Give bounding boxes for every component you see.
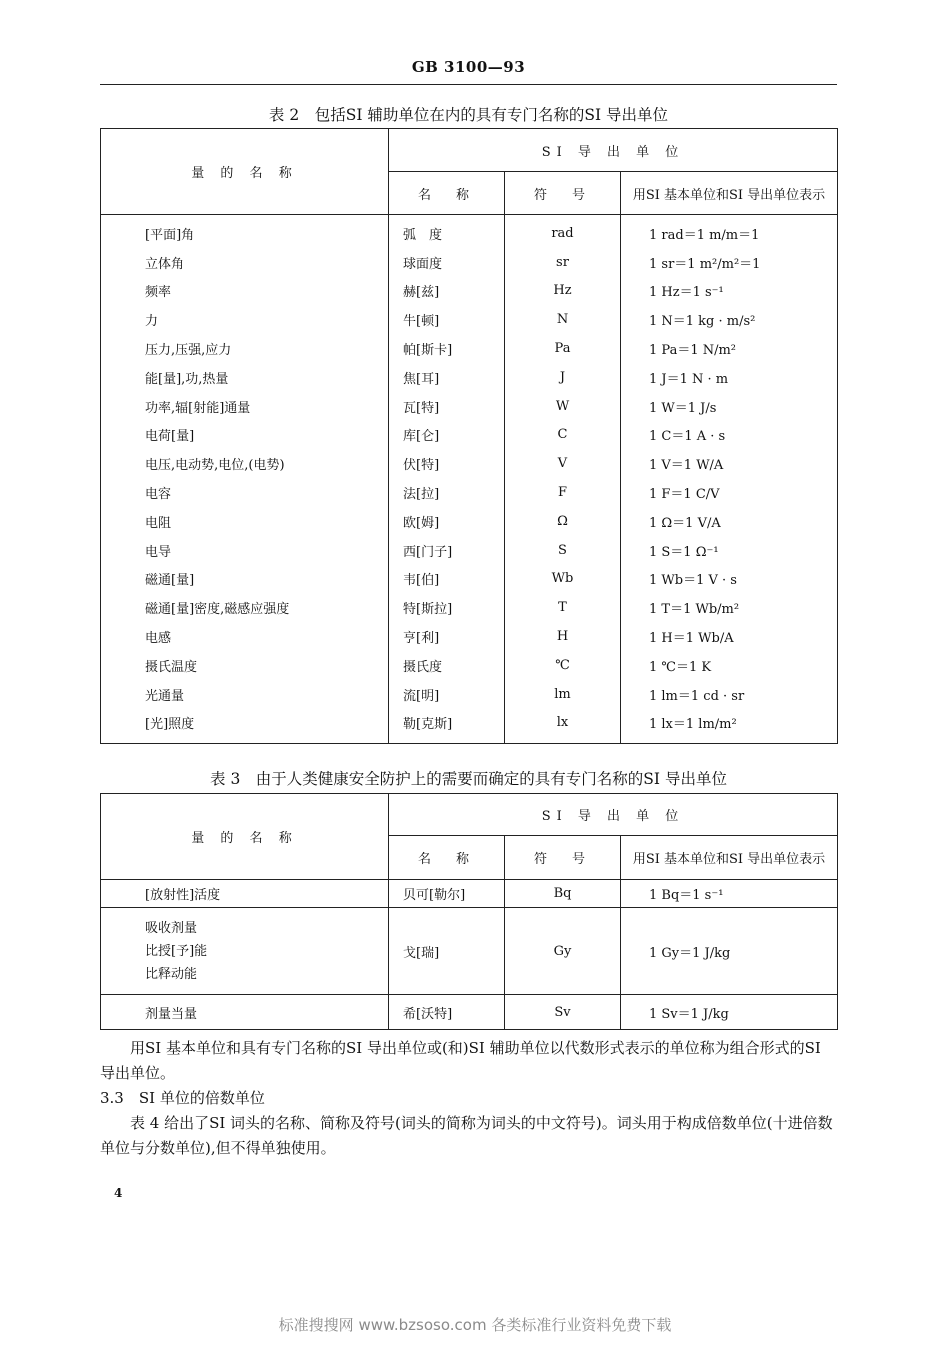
table2-quantity: 力 [145, 314, 159, 330]
table2-unit-name: 赫[兹] [389, 277, 505, 306]
table2-symbol: C [505, 421, 621, 450]
table2-unit-name: 弧 度 [389, 215, 505, 248]
paragraph-composite-units: 用SI 基本单位和具有专门名称的SI 导出单位或(和)SI 辅助单位以代数形式表示的单位称为组合形式的SI 导出单位。 [100, 1039, 821, 1082]
table3-expression: 1 Bq＝1 s⁻¹ [621, 880, 838, 908]
table2-unit-name: 特[斯拉] [389, 593, 505, 622]
table2-unit-name: 亨[利] [389, 622, 505, 651]
table2-symbol: lm [505, 680, 621, 709]
document-id: GB 3100—93 [411, 58, 526, 76]
table2-unit-name: 瓦[特] [389, 392, 505, 421]
table2-expression: 1 H＝1 Wb/A [621, 622, 838, 651]
table2-symbol: V [505, 449, 621, 478]
table3-header-quantity: 量 的 名 称 [101, 794, 389, 880]
table2-symbol: T [505, 593, 621, 622]
paragraph-prefixes: 表 4 给出了SI 词头的名称、简称及符号(词头的简称为词头的中文符号)。词头用于构成倍数单位(十进倍数单位与分数单位),但不得单独使用。 [100, 1114, 833, 1157]
table2-quantity: 电容 [145, 487, 172, 503]
table3-header-group: SI 导 出 单 位 [389, 794, 838, 836]
table2-row [101, 334, 838, 363]
table3-quantity: 比授[予]能 [145, 943, 208, 959]
table2-expression: 1 Ω＝1 V/A [621, 507, 838, 536]
table3-header-name: 名 称 [389, 836, 505, 880]
table2-unit-name: 流[明] [389, 680, 505, 709]
table2-row [101, 680, 838, 709]
table2-expression: 1 N＝1 kg · m/s² [621, 305, 838, 334]
table2-symbol: lx [505, 709, 621, 744]
table2-symbol: J [505, 363, 621, 392]
table2-symbol: sr [505, 248, 621, 277]
table2-unit-name: 勒[克斯] [389, 709, 505, 744]
table2-symbol: Wb [505, 565, 621, 594]
table2-expression: 1 S＝1 Ω⁻¹ [621, 536, 838, 565]
table2-header-expr: 用SI 基本单位和SI 导出单位表示 [621, 172, 838, 215]
table2-expression: 1 T＝1 Wb/m² [621, 593, 838, 622]
table2-row [101, 363, 838, 392]
table2-quantity: 压力,压强,应力 [145, 343, 232, 359]
table2-unit-name: 法[拉] [389, 478, 505, 507]
table3-caption: 表 3 由于人类健康安全防护上的需要而确定的具有专门名称的SI 导出单位 [210, 770, 727, 788]
table2-unit-name: 摄氏度 [389, 651, 505, 680]
table2-quantity: 磁通[量]密度,磁感应强度 [145, 602, 290, 618]
table2-row [101, 536, 838, 565]
table2-header-group: SI 导 出 单 位 [389, 129, 838, 172]
table2-unit-name: 库[仑] [389, 421, 505, 450]
table2-row [101, 277, 838, 306]
table2-quantity: 摄氏温度 [145, 659, 198, 675]
table2-quantity: 立体角 [145, 256, 185, 272]
table2-expression: 1 Hz＝1 s⁻¹ [621, 277, 838, 306]
table2-quantity: 电阻 [145, 515, 172, 531]
table2 [100, 128, 838, 744]
table2-row [101, 507, 838, 536]
table2-quantity: 光通量 [145, 688, 185, 704]
table2-row [101, 478, 838, 507]
table3-row [101, 908, 838, 995]
table2-row [101, 709, 838, 744]
table3-symbol: Sv [505, 995, 621, 1030]
table2-symbol: rad [505, 215, 621, 248]
table2-quantity: 电荷[量] [145, 429, 195, 445]
table2-quantity: 电压,电动势,电位,(电势) [145, 458, 285, 474]
table2-expression: 1 ℃＝1 K [621, 651, 838, 680]
table2-symbol: W [505, 392, 621, 421]
table2-quantity: 电导 [145, 544, 172, 560]
watermark-text: 标准搜搜网 www.bzsoso.com 各类标准行业资料免费下载 [278, 1316, 672, 1334]
table2-expression: 1 sr＝1 m²/m²＝1 [621, 248, 838, 277]
table2-row [101, 392, 838, 421]
table2-quantity: 能[量],功,热量 [145, 371, 229, 387]
table2-header-quantity: 量 的 名 称 [101, 129, 389, 215]
table3-quantity: [放射性]活度 [101, 880, 389, 908]
table2-expression: 1 C＝1 A · s [621, 421, 838, 450]
table2-quantity: 电感 [145, 631, 172, 647]
table2-unit-name: 韦[伯] [389, 565, 505, 594]
page-number: 4 [114, 1186, 123, 1200]
table2-symbol: F [505, 478, 621, 507]
table3-unit-name: 贝可[勒尔] [389, 880, 505, 908]
table3-unit-name: 希[沃特] [389, 995, 505, 1030]
table2-symbol: Pa [505, 334, 621, 363]
page-header [100, 58, 837, 85]
table3-quantity: 比释动能 [145, 966, 198, 982]
table2-row [101, 421, 838, 450]
table3-unit-name: 戈[瑞] [389, 908, 505, 995]
table3-expression: 1 Gy＝1 J/kg [621, 908, 838, 995]
table2-unit-name: 欧[姆] [389, 507, 505, 536]
table2-expression: 1 lx＝1 lm/m² [621, 709, 838, 744]
table2-symbol: Ω [505, 507, 621, 536]
table3-quantity: 剂量当量 [101, 995, 389, 1030]
table2-symbol: ℃ [505, 651, 621, 680]
table2-row [101, 305, 838, 334]
table2-row [101, 565, 838, 594]
table2-unit-name: 帕[斯卡] [389, 334, 505, 363]
table3-row [101, 995, 838, 1030]
table3-quantity-group [101, 908, 389, 995]
table2-expression: 1 lm＝1 cd · sr [621, 680, 838, 709]
table3-symbol: Bq [505, 880, 621, 908]
table2-symbol: S [505, 536, 621, 565]
table2-expression: 1 V＝1 W/A [621, 449, 838, 478]
table2-row [101, 622, 838, 651]
table3-row [101, 880, 838, 908]
table2-expression: 1 Pa＝1 N/m² [621, 334, 838, 363]
table3-quantity: 吸收剂量 [145, 920, 198, 936]
table2-header-name: 名 称 [389, 172, 505, 215]
table2-header-symbol: 符 号 [505, 172, 621, 215]
table3-symbol: Gy [505, 908, 621, 995]
table2-unit-name: 伏[特] [389, 449, 505, 478]
table2-caption: 表 2 包括SI 辅助单位在内的具有专门名称的SI 导出单位 [268, 106, 669, 124]
table2-quantity: 磁通[量] [145, 573, 195, 589]
table2-quantity: [平面]角 [145, 227, 195, 243]
table2-expression: 1 F＝1 C/V [621, 478, 838, 507]
table2-expression: 1 W＝1 J/s [621, 392, 838, 421]
table2-quantity: 频率 [145, 285, 172, 301]
table3-header-expr: 用SI 基本单位和SI 导出单位表示 [621, 836, 838, 880]
table2-symbol: Hz [505, 277, 621, 306]
table2-row [101, 248, 838, 277]
table3 [100, 793, 838, 1030]
table2-expression: 1 Wb＝1 V · s [621, 565, 838, 594]
table2-unit-name: 焦[耳] [389, 363, 505, 392]
table2-unit-name: 牛[顿] [389, 305, 505, 334]
table3-expression: 1 Sv＝1 J/kg [621, 995, 838, 1030]
table2-symbol: N [505, 305, 621, 334]
table2-row [101, 593, 838, 622]
table2-row [101, 651, 838, 680]
table2-row [101, 449, 838, 478]
table2-quantity: [光]照度 [145, 717, 195, 733]
table2-unit-name: 西[门子] [389, 536, 505, 565]
table2-symbol: H [505, 622, 621, 651]
table2-unit-name: 球面度 [389, 248, 505, 277]
table2-expression: 1 rad＝1 m/m＝1 [621, 215, 838, 248]
table2-row [101, 215, 838, 248]
table3-header-symbol: 符 号 [505, 836, 621, 880]
table2-expression: 1 J＝1 N · m [621, 363, 838, 392]
section-heading: 3.3 SI 单位的倍数单位 [100, 1089, 265, 1107]
table2-quantity: 功率,辐[射能]通量 [145, 400, 251, 416]
